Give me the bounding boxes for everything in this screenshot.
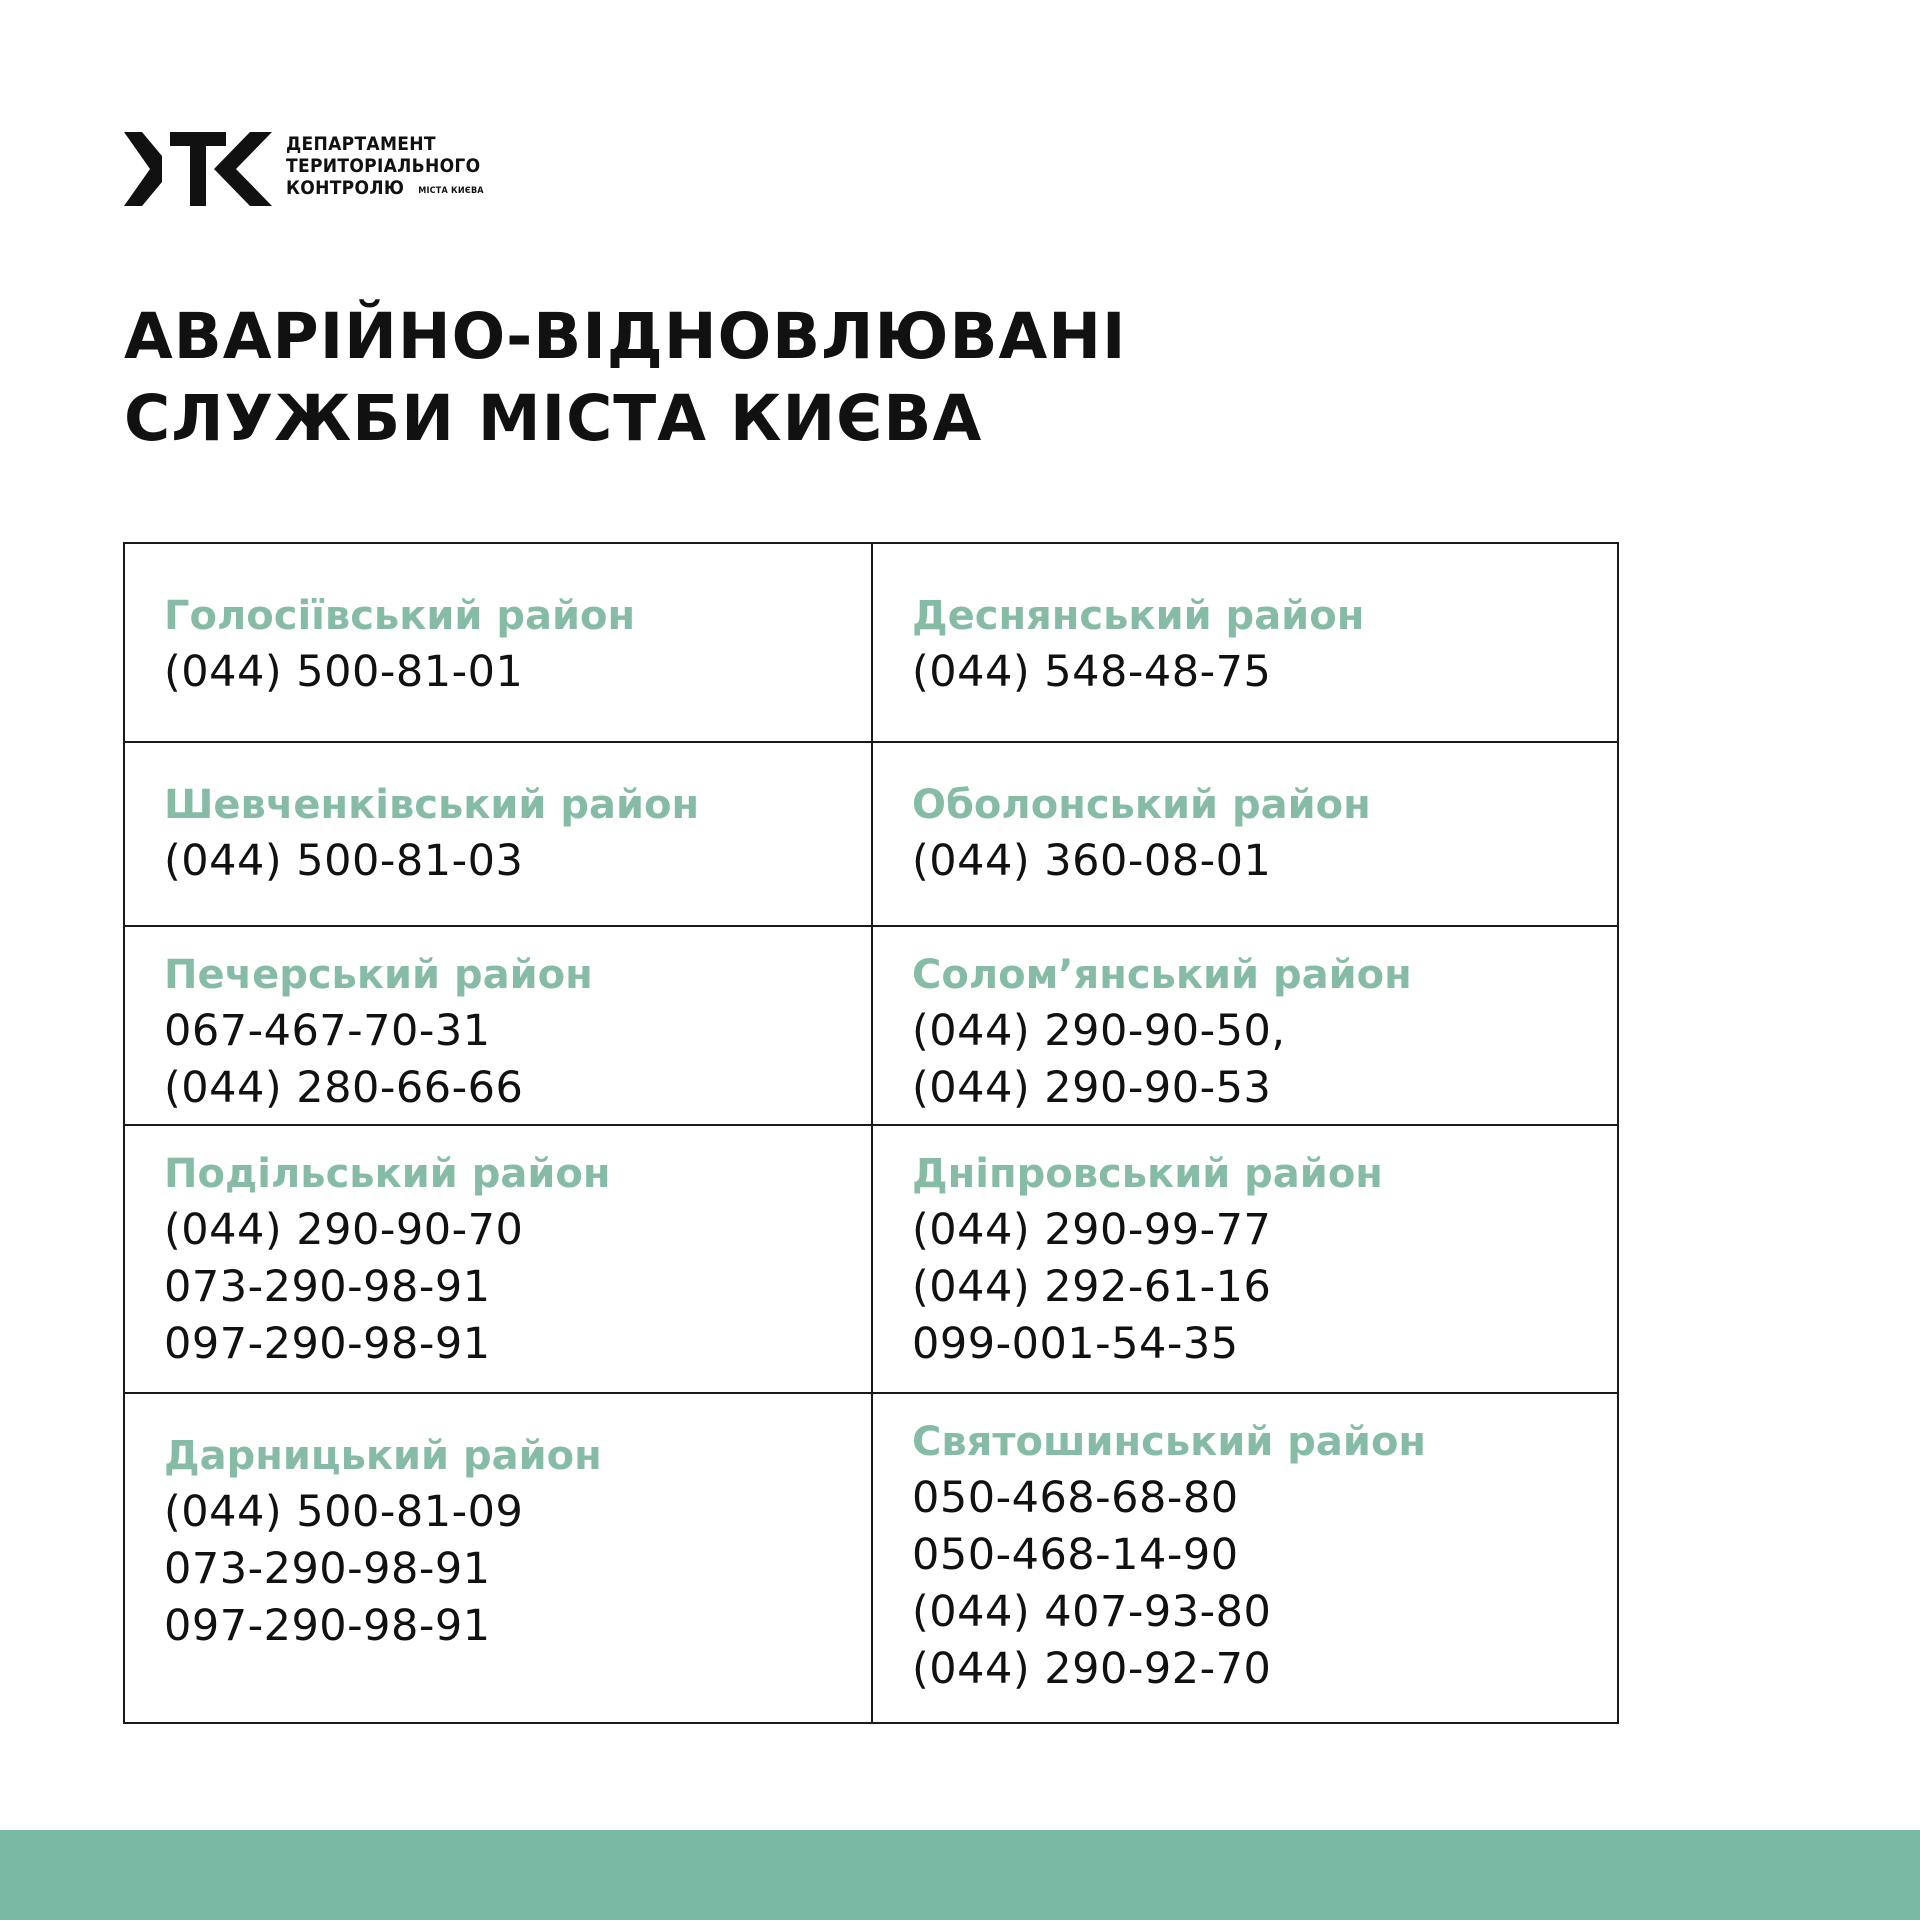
phone-number: 073-290-98-91: [164, 1262, 491, 1312]
district-name: Шевченківський район: [164, 782, 700, 828]
district-cell-solomianskyi: [871, 927, 1617, 1126]
title-line-1: АВАРІЙНО-ВІДНОВЛЮВАНІ: [124, 300, 1127, 373]
page-title: [124, 296, 1126, 460]
phone-number: (044) 290-99-77: [912, 1205, 1272, 1255]
district-cell-dniprovskyi: [871, 1126, 1617, 1394]
logo-line-1: ДЕПАРТАМЕНТ: [286, 133, 436, 155]
phone-number: (044) 292-61-16: [912, 1262, 1272, 1312]
district-cell-holosiivskyi: [125, 544, 871, 743]
districts-table: [123, 542, 1619, 1724]
district-name: Подільський район: [164, 1151, 611, 1197]
footer-band: [0, 1830, 1920, 1920]
phone-number: (044) 407-93-80: [912, 1587, 1272, 1637]
district-cell-sviatoshynskyi: [871, 1394, 1617, 1722]
dtk-logo-icon: [124, 132, 272, 206]
district-cell-pecherskyi: [125, 927, 871, 1126]
logo-city: МІСТА КИЄВА: [418, 186, 484, 196]
logo-line-2: ТЕРИТОРІАЛЬНОГО: [286, 155, 481, 177]
district-cell-darnytskyi: [125, 1394, 871, 1722]
phone-number: (044) 280-66-66: [164, 1063, 524, 1113]
district-cell-obolonskyi: [871, 743, 1617, 927]
phone-number: (044) 500-81-03: [164, 836, 524, 886]
district-name: Дарницький район: [164, 1433, 602, 1479]
district-name: Голосіївський район: [164, 593, 636, 639]
phone-number: (044) 290-90-70: [164, 1205, 524, 1255]
district-name: Печерський район: [164, 952, 593, 998]
phone-number: (044) 500-81-01: [164, 647, 524, 697]
organization-name: [286, 133, 484, 202]
phone-number: 050-468-14-90: [912, 1530, 1239, 1580]
district-name: Деснянський район: [912, 593, 1365, 639]
organization-logo: [124, 132, 524, 210]
district-cell-podilskyi: [125, 1126, 871, 1394]
phone-number: 097-290-98-91: [164, 1601, 491, 1651]
phone-number: 073-290-98-91: [164, 1544, 491, 1594]
logo-line-3: КОНТРОЛЮ: [286, 177, 405, 199]
district-name: Дніпровський район: [912, 1151, 1383, 1197]
phone-number: 067-467-70-31: [164, 1006, 491, 1056]
district-cell-shevchenkivskyi: [125, 743, 871, 927]
district-name: Святошинський район: [912, 1419, 1427, 1465]
phone-number: (044) 500-81-09: [164, 1487, 524, 1537]
phone-number: (044) 360-08-01: [912, 836, 1272, 886]
phone-number: 050-468-68-80: [912, 1473, 1239, 1523]
phone-number: (044) 290-90-53: [912, 1063, 1272, 1113]
phone-number: (044) 290-90-50,: [912, 1006, 1286, 1056]
district-name: Солом’янський район: [912, 952, 1412, 998]
phone-number: (044) 548-48-75: [912, 647, 1272, 697]
district-cell-desnianskyi: [871, 544, 1617, 743]
phone-number: (044) 290-92-70: [912, 1644, 1272, 1694]
title-line-2: СЛУЖБИ МІСТА КИЄВА: [124, 382, 983, 455]
phone-number: 099-001-54-35: [912, 1319, 1239, 1369]
district-name: Оболонський район: [912, 782, 1371, 828]
phone-number: 097-290-98-91: [164, 1319, 491, 1369]
